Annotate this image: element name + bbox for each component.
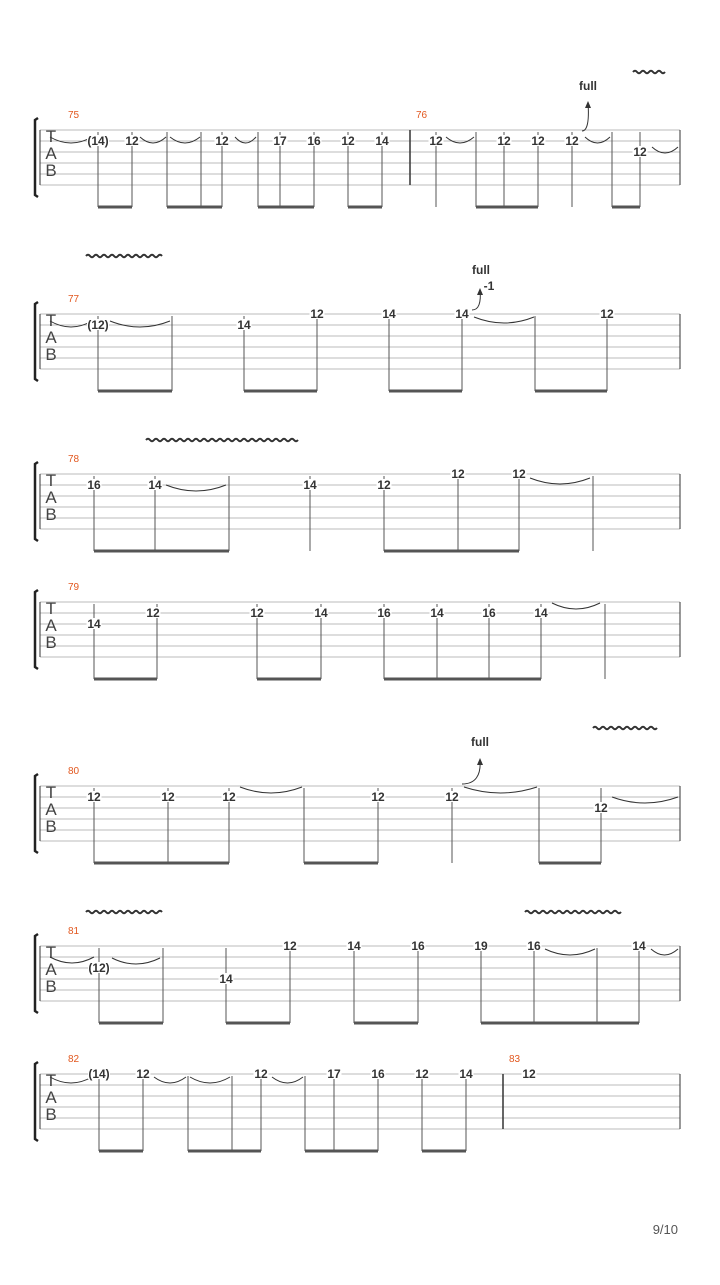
fret-number: (14) xyxy=(87,134,109,148)
fret-number: 14 xyxy=(148,478,162,492)
tie-arc xyxy=(235,137,256,143)
measure-number: 75 xyxy=(68,110,80,121)
tab-clef-letter: A xyxy=(45,144,57,163)
fret-number: 14 xyxy=(347,939,361,953)
fret-number: 16 xyxy=(411,939,425,953)
bend-arrow xyxy=(462,759,480,784)
tie-arc xyxy=(190,1077,230,1083)
bend-label: full xyxy=(579,79,597,93)
vibrato-line xyxy=(593,727,657,729)
fret-number: 14 xyxy=(459,1067,473,1081)
tab-clef-letter: A xyxy=(45,616,57,635)
fret-number: 12 xyxy=(415,1067,429,1081)
fret-number: 12 xyxy=(310,307,324,321)
measure-number: 82 xyxy=(68,1054,80,1065)
tab-clef-letter: B xyxy=(45,1105,57,1124)
measure-number: 76 xyxy=(416,110,428,121)
tab-clef-letter: A xyxy=(45,488,57,507)
fret-number: 16 xyxy=(87,478,101,492)
measure-number: 83 xyxy=(509,1054,521,1065)
tie-arc xyxy=(240,787,302,793)
tab-clef-letter: B xyxy=(45,817,57,836)
fret-number: 12 xyxy=(512,467,526,481)
tie-arc xyxy=(170,137,200,143)
fret-number: 12 xyxy=(565,134,579,148)
fret-number: 16 xyxy=(371,1067,385,1081)
system-bracket xyxy=(35,590,38,669)
fret-number: 14 xyxy=(382,307,396,321)
measure-number: 78 xyxy=(68,454,80,465)
fret-number: 14 xyxy=(314,606,328,620)
fret-number: 14 xyxy=(430,606,444,620)
fret-number: 16 xyxy=(482,606,496,620)
fret-number: 12 xyxy=(531,134,545,148)
tie-arc xyxy=(552,603,600,609)
vibrato-line xyxy=(633,71,665,73)
fret-number: 12 xyxy=(633,145,647,159)
tab-clef-letter: B xyxy=(45,977,57,996)
fret-number: 12 xyxy=(222,790,236,804)
tab-clef-letter: A xyxy=(45,328,57,347)
tie-arc xyxy=(474,317,534,323)
bend-label: full xyxy=(471,735,489,749)
measure-number: 81 xyxy=(68,926,80,937)
tab-clef-letter: A xyxy=(45,960,57,979)
fret-number: 14 xyxy=(632,939,646,953)
fret-number: (12) xyxy=(87,318,109,332)
fret-number: 14 xyxy=(303,478,317,492)
bend-label: full xyxy=(472,263,490,277)
fret-number: 12 xyxy=(600,307,614,321)
tab-clef-letter: B xyxy=(45,161,57,180)
tab-clef-letter: T xyxy=(45,1071,57,1090)
tie-arc xyxy=(50,137,92,143)
system-bracket xyxy=(35,118,38,197)
tab-clef-letter: T xyxy=(45,599,57,618)
fret-number: (14) xyxy=(88,1067,110,1081)
fret-number: 12 xyxy=(215,134,229,148)
bend-label: -1 xyxy=(483,279,495,293)
system-bracket xyxy=(35,302,38,381)
page-number: 9/10 xyxy=(652,1222,678,1237)
tie-arc xyxy=(530,478,590,484)
measure-number: 77 xyxy=(68,294,80,305)
tab-clef-letter: B xyxy=(45,633,57,652)
fret-number: 14 xyxy=(534,606,548,620)
tie-arc xyxy=(166,485,226,491)
fret-number: 14 xyxy=(219,972,233,986)
fret-number: 12 xyxy=(377,478,391,492)
tie-arc xyxy=(50,1077,92,1083)
tab-clef-letter: B xyxy=(45,345,57,364)
fret-number: 12 xyxy=(341,134,355,148)
fret-number: 12 xyxy=(451,467,465,481)
fret-number: 12 xyxy=(497,134,511,148)
measure-number: 80 xyxy=(68,766,80,777)
measure-number: 79 xyxy=(68,582,80,593)
tab-clef-letter: T xyxy=(45,943,57,962)
fret-number: 16 xyxy=(527,939,541,953)
fret-number: 12 xyxy=(594,801,608,815)
tie-arc xyxy=(272,1077,303,1083)
vibrato-line xyxy=(86,255,162,257)
fret-number: 12 xyxy=(87,790,101,804)
tab-clef-letter: T xyxy=(45,127,57,146)
system-bracket xyxy=(35,1062,38,1141)
fret-number: 12 xyxy=(254,1067,268,1081)
fret-number: 14 xyxy=(455,307,469,321)
fret-number: 14 xyxy=(237,318,251,332)
tab-clef-letter: T xyxy=(45,471,57,490)
fret-number: 12 xyxy=(161,790,175,804)
tie-arc xyxy=(446,137,474,143)
fret-number: 12 xyxy=(522,1067,536,1081)
vibrato-line xyxy=(146,439,298,441)
tie-arc xyxy=(612,797,678,803)
fret-number: 12 xyxy=(445,790,459,804)
fret-number: 19 xyxy=(474,939,488,953)
fret-number: 17 xyxy=(327,1067,341,1081)
tab-clef-letter: T xyxy=(45,311,57,330)
fret-number: 14 xyxy=(87,617,101,631)
fret-number: 12 xyxy=(429,134,443,148)
tie-arc xyxy=(545,949,595,955)
system-bracket xyxy=(35,462,38,541)
tie-arc xyxy=(585,137,610,143)
tab-clef-letter: A xyxy=(45,800,57,819)
fret-number: 12 xyxy=(371,790,385,804)
bend-arrow-head xyxy=(477,288,483,295)
bend-arrow-head xyxy=(477,758,483,765)
tie-arc xyxy=(112,958,160,964)
fret-number: 12 xyxy=(136,1067,150,1081)
fret-number: (12) xyxy=(88,961,110,975)
tie-arc xyxy=(50,321,92,327)
tab-clef-letter: B xyxy=(45,505,57,524)
fret-number: 16 xyxy=(307,134,321,148)
fret-number: 14 xyxy=(375,134,389,148)
tab-clef-letter: T xyxy=(45,783,57,802)
tab-clef-letter: A xyxy=(45,1088,57,1107)
tie-arc xyxy=(140,137,166,143)
vibrato-line xyxy=(525,911,621,913)
fret-number: 12 xyxy=(283,939,297,953)
tie-arc xyxy=(464,787,537,793)
vibrato-line xyxy=(86,911,162,913)
fret-number: 12 xyxy=(146,606,160,620)
system-bracket xyxy=(35,774,38,853)
tie-arc xyxy=(651,949,678,955)
fret-number: 16 xyxy=(377,606,391,620)
tie-arc xyxy=(110,321,170,327)
fret-number: 12 xyxy=(250,606,264,620)
fret-number: 17 xyxy=(273,134,287,148)
system-bracket xyxy=(35,934,38,1013)
tie-arc xyxy=(154,1077,186,1083)
fret-number: 12 xyxy=(125,134,139,148)
bend-arrow-head xyxy=(585,101,591,108)
